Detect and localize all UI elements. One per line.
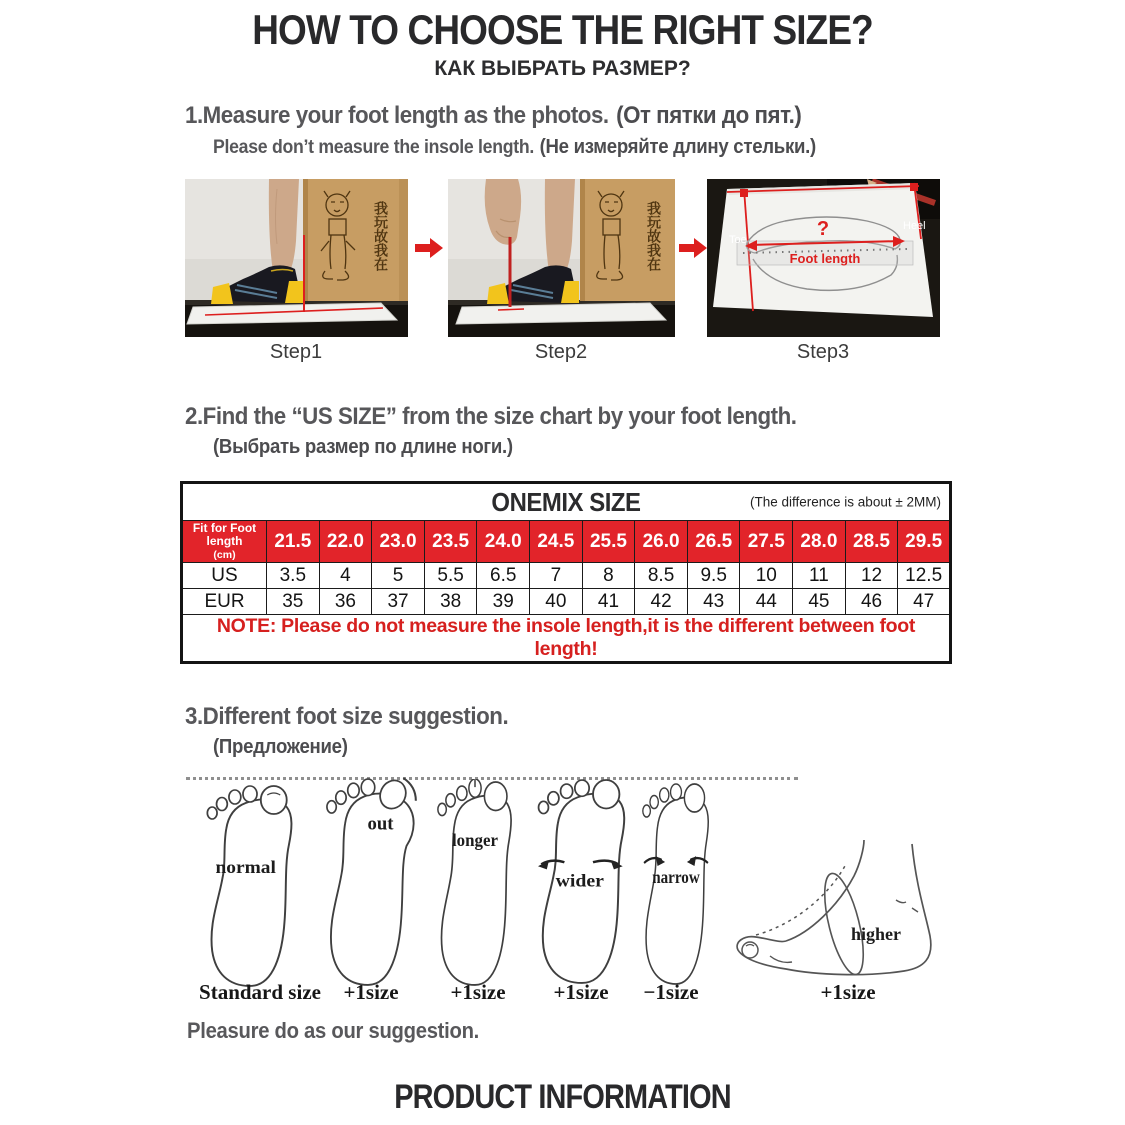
size-cell: 28.0 [793, 521, 846, 563]
size-cell: 12.5 [898, 563, 951, 589]
foot-diagram-normal [196, 783, 304, 988]
foot-length-label: Foot length [789, 251, 861, 266]
size-cell: 35 [267, 589, 320, 615]
table-note-row [182, 615, 951, 663]
page-subtitle-ru: КАК ВЫБРАТЬ РАЗМЕР? [434, 57, 691, 80]
box-doodle-text: 我玩故我在 [373, 201, 389, 271]
section2-heading-ru: (Выбрать размер по длине ноги.) [213, 436, 513, 458]
step2-illustration [448, 179, 675, 337]
size-cell: 24.5 [530, 521, 583, 563]
page-title: HOW TO CHOOSE THE RIGHT SIZE? [252, 6, 873, 53]
us-size-row [182, 563, 951, 589]
foot-diagram-higher [726, 838, 938, 988]
foot-length-row [182, 521, 951, 563]
size-cell: 23.5 [424, 521, 477, 563]
photo-step3 [707, 179, 940, 337]
foot-diagram-out [316, 776, 420, 987]
size-cell: 23.0 [372, 521, 425, 563]
section1-heading [185, 102, 801, 130]
section2-heading-en: 2.Find the “US SIZE” from the size chart by your foot length. [185, 403, 797, 430]
size-cell: 6.5 [477, 563, 530, 589]
size-cell: 29.5 [898, 521, 951, 563]
size-cell: 36 [319, 589, 372, 615]
section1-heading-ru: (От пятки до пят.) [616, 102, 802, 129]
size-cell: 8.5 [635, 563, 688, 589]
section1-heading-en: 1.Measure your foot length as the photos. [185, 102, 609, 129]
foot-size-label-out: +1size [343, 980, 399, 1004]
foot-diagram-wider [527, 777, 637, 985]
size-cell: 28.5 [845, 521, 898, 563]
size-cell: 25.5 [582, 521, 635, 563]
foot-size-label-higher: +1size [820, 980, 876, 1004]
foot-label-narrow: narrow [652, 866, 700, 888]
section1-subheading [213, 136, 816, 159]
step1-illustration [185, 179, 408, 337]
step3-illustration [707, 179, 940, 337]
size-cell: 45 [793, 589, 846, 615]
size-cell: 3.5 [267, 563, 320, 589]
size-cell: 46 [845, 589, 898, 615]
foot-size-label-standard: Standard size [199, 980, 321, 1004]
foot-diagram-longer [428, 779, 522, 987]
foot-label-out: out [367, 813, 394, 835]
step1-caption: Step1 [269, 341, 323, 363]
eur-row-label: EUR [182, 589, 267, 615]
photo-step2 [448, 179, 675, 337]
size-cell: 37 [372, 589, 425, 615]
product-information-title: PRODUCT INFORMATION [394, 1078, 731, 1116]
size-cell: 7 [530, 563, 583, 589]
size-cell: 44 [740, 589, 793, 615]
section2-heading [185, 403, 797, 431]
foot-diagram-narrow [634, 781, 718, 986]
size-cell: 5.5 [424, 563, 477, 589]
box-doodle-text: 我玩故我在 [646, 201, 662, 271]
size-cell: 42 [635, 589, 688, 615]
eur-size-row [182, 589, 951, 615]
size-cell: 11 [793, 563, 846, 589]
foot-size-label-wider: +1size [553, 980, 609, 1004]
heel-label: Heel [903, 220, 926, 232]
foot-label-higher: higher [850, 924, 902, 944]
size-cell: 47 [898, 589, 951, 615]
section3-heading [185, 703, 508, 731]
foot-label-longer: longer [451, 829, 499, 851]
section3-heading-en: 3.Different foot size suggestion. [185, 703, 509, 730]
size-cell: 5 [372, 563, 425, 589]
size-cell: 9.5 [687, 563, 740, 589]
table-tolerance-note: (The difference is about ± 2MM) [750, 494, 941, 510]
section2-subheading [213, 436, 513, 459]
table-note: NOTE: Please do not measure the insole length,it is the different between foot length! [182, 615, 951, 663]
toe-label: Toe [729, 234, 747, 246]
section1-subheading-ru: (Не измеряйте длину стельки.) [539, 136, 816, 158]
size-table [180, 481, 952, 664]
foot-size-label-narrow: −1size [643, 980, 699, 1004]
size-cell: 43 [687, 589, 740, 615]
step3-caption: Step3 [796, 341, 850, 363]
size-cell: 24.0 [477, 521, 530, 563]
foot-length-row-label: Fit for Foot length (cm) [182, 521, 267, 563]
size-cell: 12 [845, 563, 898, 589]
size-cell: 40 [530, 589, 583, 615]
table-header-row [182, 483, 951, 521]
foot-label-normal: normal [215, 857, 276, 878]
size-cell: 21.5 [267, 521, 320, 563]
question-mark-label: ? [816, 218, 830, 240]
section1-subheading-en: Please don’t measure the insole length. [213, 137, 535, 158]
section3-heading-ru: (Предложение) [213, 736, 348, 758]
size-cell: 27.5 [740, 521, 793, 563]
arrow-right-icon [415, 237, 443, 264]
foot-label-wider: wider [555, 871, 604, 892]
size-cell: 39 [477, 589, 530, 615]
size-cell: 26.5 [687, 521, 740, 563]
size-cell: 38 [424, 589, 477, 615]
section3-subheading [213, 736, 348, 759]
photo-step1 [185, 179, 408, 337]
table-title: ONEMIX SIZE [491, 486, 641, 517]
size-cell: 26.0 [635, 521, 688, 563]
arrow-right-icon [679, 237, 707, 264]
size-cell: 41 [582, 589, 635, 615]
foot-size-label-longer: +1size [450, 980, 506, 1004]
step2-caption: Step2 [534, 341, 588, 363]
size-cell: 8 [582, 563, 635, 589]
closing-suggestion-text: Pleasure do as our suggestion. [187, 1018, 480, 1043]
size-cell: 4 [319, 563, 372, 589]
us-row-label: US [182, 563, 267, 589]
size-cell: 22.0 [319, 521, 372, 563]
size-cell: 10 [740, 563, 793, 589]
